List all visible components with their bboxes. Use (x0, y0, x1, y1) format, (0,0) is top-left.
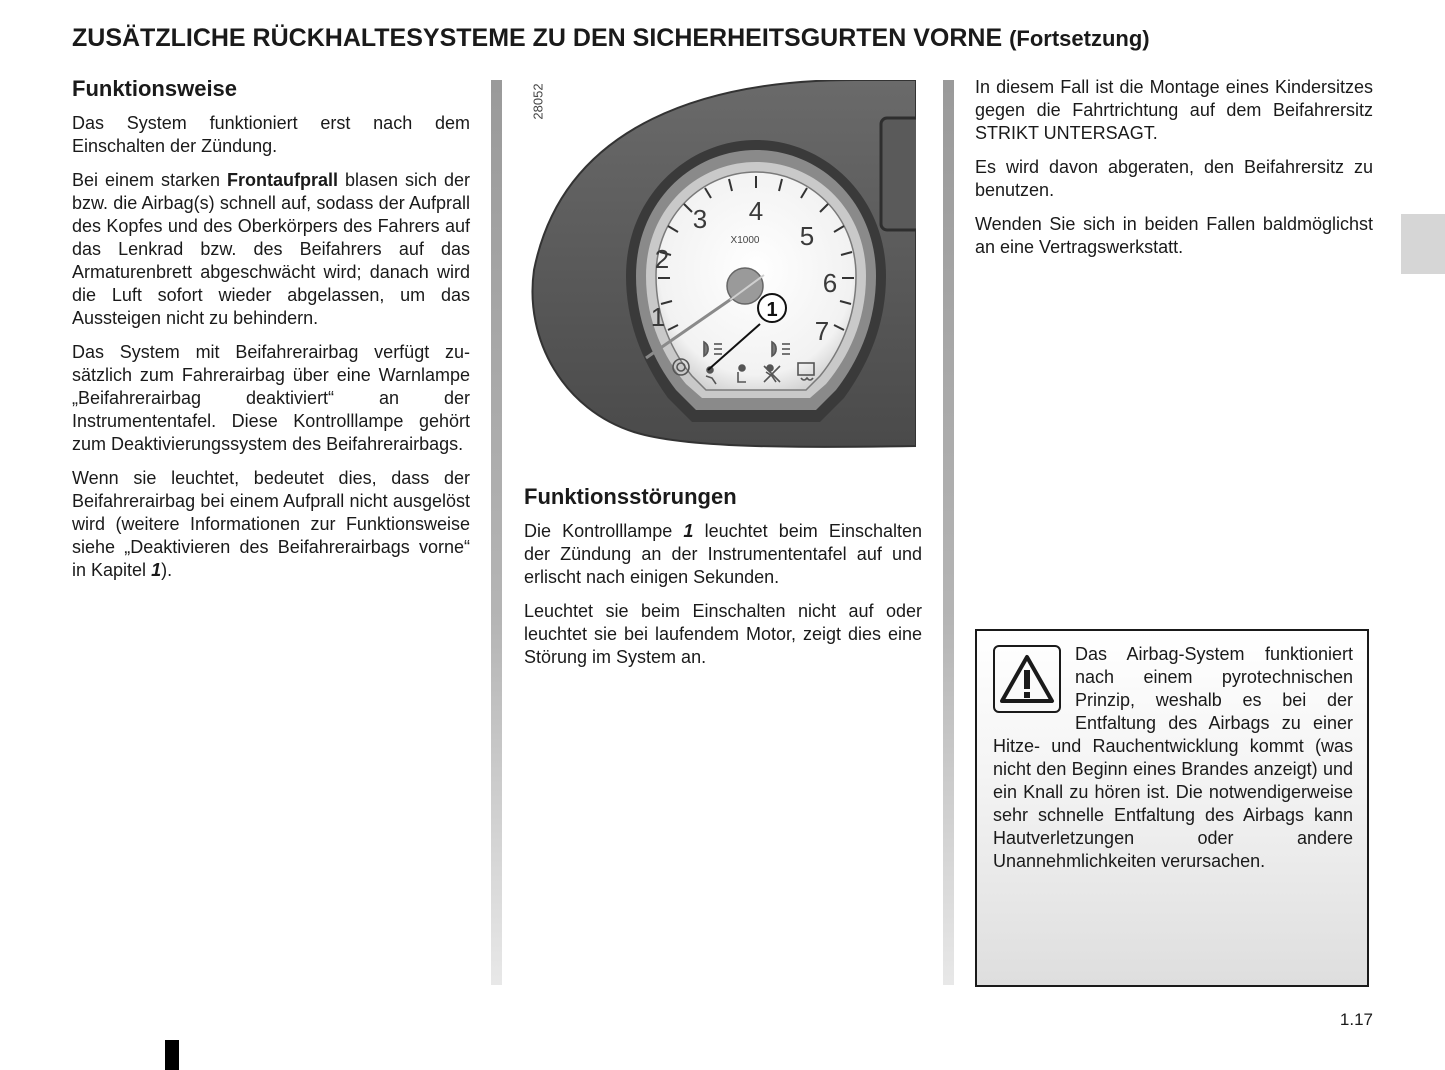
instrument-cluster-illustration (524, 80, 916, 452)
paragraph (72, 169, 470, 330)
text-run: Bei einem starken (72, 170, 227, 190)
text-run: blasen sich der bzw. die Airbag(s) schnell auf, sodass der Aufprall des Kopfes und des Oberkörpers des Fahrers auf das Lenkrad bzw. des Beifahrers auf das Armaturenbrett abgeschwächt wird; danach wird die Luft sofort wieder abgelassen, um das Aussteigen nicht zu behindern. (72, 170, 470, 328)
callout-label: 1 (766, 299, 778, 321)
text-run: Die Kontrolllampe (524, 521, 684, 541)
column-right (975, 76, 1373, 270)
column-middle (524, 484, 922, 680)
paragraph: Leuchtet sie beim Einschalten nicht auf oder leuchtet sie bei laufendem Motor, zeigt dies eine Störung im System an. (524, 601, 922, 667)
paragraph: Das System funktioniert erst nach dem Einschalten der Zündung. (72, 113, 470, 156)
warning-box (975, 629, 1369, 987)
figure-code-text: 28052 (530, 83, 546, 120)
chapter-reference: 1 (151, 560, 162, 580)
title-continuation: (Fortsetzung) (1009, 26, 1150, 51)
text-run: leuchtet beim Einschalten der Zündung an der Instrumententafel auf und erlischt nach einigen Sekunden. (524, 521, 922, 587)
page-number: 1.17 (1339, 1010, 1373, 1029)
gauge-number-2: 2 (654, 244, 670, 274)
text-run: ). (161, 560, 173, 580)
gauge-number-3: 3 (692, 204, 708, 234)
title-main: ZUSÄTZLICHE RÜCKHALTESYSTEME ZU DEN SICHERHEITSGURTEN VORNE (72, 24, 1003, 52)
gauge-number-5: 5 (799, 221, 815, 251)
section-heading-funktionsweise: Funktionsweise (72, 76, 238, 101)
column-divider (491, 80, 502, 985)
lamp-reference: 1 (683, 521, 694, 541)
page-title (72, 24, 1150, 53)
gauge-number-1: 1 (650, 302, 666, 332)
warning-text: Das Airbag-System funktioniert nach einem pyrotechnischen Prinzip, weshalb es bei der Entfaltung des Airbags zu einer Hitze- und Rauchentwicklung kommt (was nicht den Beginn eines Brandes anzeigt) und ein Knall zu hören ist. Die notwendigerweise sehr schnelle Entfaltung des Airbags kann Hautverletzungen oder andere Unannehmlichkeiten verursachen. (993, 644, 1353, 871)
paragraph: Es wird davon abgeraten, den Beifahrersitz zu benutzen. (975, 157, 1373, 200)
paragraph: In diesem Fall ist die Montage eines Kindersitzes gegen die Fahrtrichtung auf dem Beifahrersitz STRIKT UNTERSAGT. (975, 77, 1373, 143)
text-run: Wenn sie leuchtet, bedeutet dies, dass der Beifahrerairbag bei einem Aufprall nicht ausgelöst wird (weitere Informationen zur Funktionsweise siehe „Deaktivieren des Beifahrerairbags vorne“ in Kapitel (72, 468, 470, 580)
bold-term: Frontaufprall (227, 170, 338, 190)
warning-triangle-icon (993, 645, 1061, 713)
chapter-tab (1401, 214, 1445, 274)
column-left (72, 76, 470, 593)
paragraph: Das System mit Beifahrerairbag verfügt zusätzlich zum Fahrerairbag über eine Warnlampe „Beifahrerairbag deaktiviert“ an der Instrumententafel. Diese Kontrolllampe gehört zum Deaktivierungssystem des Beifahrerairbags. (72, 342, 470, 454)
gauge-unit: X1000 (730, 235, 760, 246)
instrument-cluster-figure (524, 80, 916, 452)
gauge-number-4: 4 (748, 196, 764, 226)
section-heading-funktionsstoerungen: Funktionsstörungen (524, 484, 737, 509)
gauge-number-7: 7 (814, 316, 830, 346)
paragraph (524, 520, 922, 589)
gauge-number-6: 6 (822, 268, 838, 298)
paragraph: Wenden Sie sich in beiden Fallen baldmöglichst an eine Vertragswerkstatt. (975, 214, 1373, 257)
print-mark (165, 1040, 179, 1070)
paragraph (72, 467, 470, 582)
column-divider (943, 80, 954, 985)
